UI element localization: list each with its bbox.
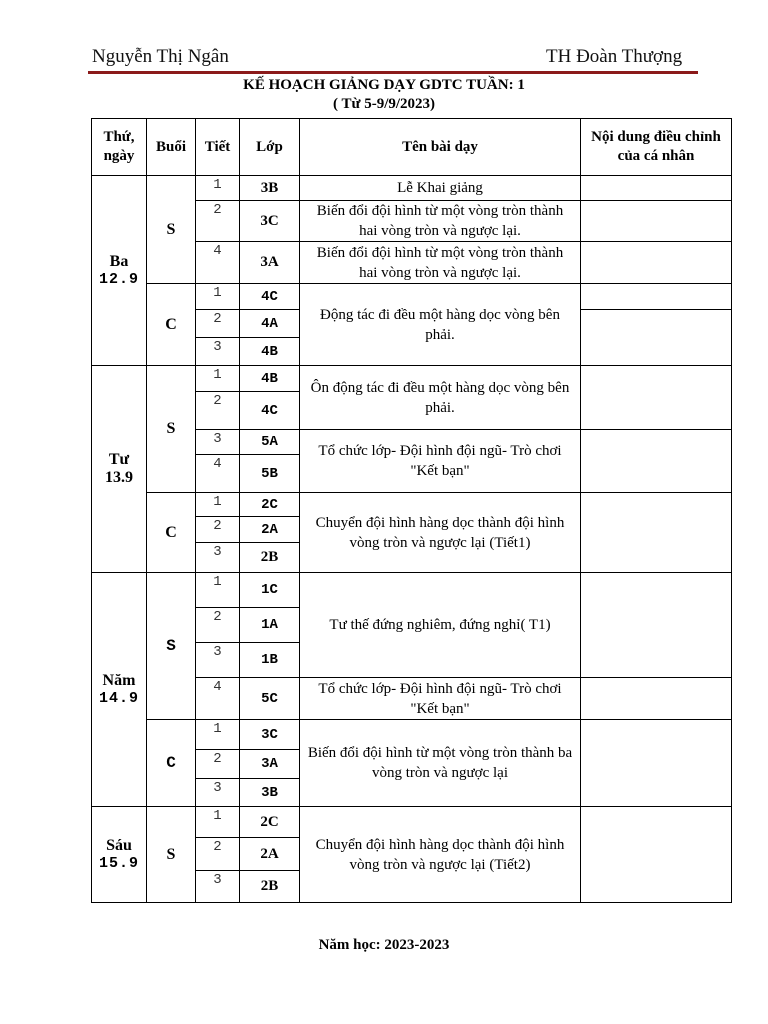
period-cell: 1 (196, 493, 240, 517)
class-cell: 4C (240, 284, 300, 310)
session-cell: S (147, 176, 196, 284)
table-row (92, 284, 732, 310)
table-row (92, 493, 732, 517)
period-cell: 3 (196, 779, 240, 807)
lesson-cell: Tổ chức lớp- Đội hình đội ngũ- Trò chơi "Kết bạn" (300, 430, 581, 493)
class-cell: 4A (240, 310, 300, 338)
class-cell: 3A (240, 750, 300, 779)
class-cell: 2A (240, 838, 300, 871)
period-cell: 3 (196, 871, 240, 903)
adjust-cell (581, 430, 732, 493)
adjust-cell (581, 310, 732, 366)
class-cell: 3A (240, 242, 300, 284)
period-cell: 1 (196, 366, 240, 392)
col-header-lesson: Tên bài dạy (300, 119, 581, 176)
period-cell: 1 (196, 284, 240, 310)
period-cell: 4 (196, 455, 240, 493)
class-cell: 1C (240, 573, 300, 608)
session-cell: S (147, 807, 196, 903)
day-cell-wed (92, 366, 147, 573)
schedule-table (91, 118, 732, 903)
session-cell: S (147, 366, 196, 493)
lesson-cell: Tư thế đứng nghiêm, đứng nghỉ( T1) (300, 573, 581, 678)
lesson-cell: Lễ Khai giảng (300, 176, 581, 201)
period-cell: 4 (196, 678, 240, 720)
period-cell: 2 (196, 392, 240, 430)
col-header-adjust: Nội dung điều chỉnh của cá nhân (581, 119, 732, 176)
day-date: 13.9 (105, 469, 133, 486)
class-cell: 2C (240, 807, 300, 838)
date-range: ( Từ 5-9/9/2023) (332, 96, 436, 112)
class-cell: 4B (240, 366, 300, 392)
day-name: Năm (102, 672, 136, 689)
day-cell-fri (92, 807, 147, 903)
class-cell: 5C (240, 678, 300, 720)
day-name: Tư (108, 451, 130, 468)
lesson-cell: Biến đổi đội hình từ một vòng tròn thành hai vòng tròn và ngược lại. (300, 201, 581, 242)
class-cell: 3B (240, 779, 300, 807)
table-row (92, 720, 732, 750)
period-cell: 2 (196, 838, 240, 871)
table-row (92, 176, 732, 201)
adjust-cell (581, 176, 732, 201)
adjust-cell (581, 201, 732, 242)
class-cell: 4C (240, 392, 300, 430)
col-header-class: Lớp (240, 119, 300, 176)
table-row (92, 573, 732, 608)
class-cell: 5A (240, 430, 300, 455)
document-title: KẾ HOẠCH GIẢNG DẠY GDTC TUẦN: 1 (243, 77, 525, 93)
school-year: Năm học: 2023-2023 (318, 937, 450, 953)
header-divider (88, 71, 698, 74)
period-cell: 1 (196, 176, 240, 201)
col-header-period: Tiết (196, 119, 240, 176)
class-cell: 2B (240, 543, 300, 573)
class-cell: 3B (240, 176, 300, 201)
class-cell: 4B (240, 338, 300, 366)
adjust-cell (581, 493, 732, 573)
table-row (92, 807, 732, 838)
lesson-cell: Biến đổi đội hình từ một vòng tròn thành ba vòng tròn và ngược lại (300, 720, 581, 807)
session-cell: C (147, 720, 196, 807)
school-name: TH Đoàn Thượng (546, 46, 683, 67)
period-cell: 2 (196, 608, 240, 643)
session-cell: C (147, 284, 196, 366)
table-row (92, 366, 732, 392)
adjust-cell (581, 807, 732, 903)
lesson-cell: Tổ chức lớp- Đội hình đội ngũ- Trò chơi "Kết bạn" (300, 678, 581, 720)
adjust-cell (581, 678, 732, 720)
session-cell: S (147, 573, 196, 720)
period-cell: 2 (196, 750, 240, 779)
day-name: Sáu (106, 837, 132, 854)
col-header-day: Thứ, ngày (92, 119, 147, 176)
period-cell: 1 (196, 720, 240, 750)
lesson-cell: Chuyển đội hình hàng dọc thành đội hình vòng tròn và ngược lại (Tiết2) (300, 807, 581, 903)
period-cell: 3 (196, 430, 240, 455)
col-header-session: Buổi (147, 119, 196, 176)
day-cell-thu (92, 573, 147, 807)
class-cell: 2A (240, 517, 300, 543)
period-cell: 1 (196, 573, 240, 608)
class-cell: 1A (240, 608, 300, 643)
class-cell: 3C (240, 201, 300, 242)
lesson-cell: Chuyển đội hình hàng dọc thành đội hình vòng tròn và ngược lại (Tiết1) (300, 493, 581, 573)
teacher-name: Nguyễn Thị Ngân (92, 46, 229, 67)
period-cell: 2 (196, 310, 240, 338)
lesson-cell: Ôn động tác đi đều một hàng dọc vòng bên phải. (300, 366, 581, 430)
class-cell: 3C (240, 720, 300, 750)
period-cell: 3 (196, 543, 240, 573)
period-cell: 2 (196, 517, 240, 543)
day-name: Ba (109, 253, 129, 270)
adjust-cell (581, 284, 732, 310)
session-cell: C (147, 493, 196, 573)
period-cell: 3 (196, 338, 240, 366)
day-date: 12.9 (98, 271, 139, 288)
day-cell-tue (92, 176, 147, 366)
period-cell: 2 (196, 201, 240, 242)
lesson-cell: Động tác đi đều một hàng dọc vòng bên phải. (300, 284, 581, 366)
day-date: 14.9 (98, 690, 139, 707)
period-cell: 4 (196, 242, 240, 284)
class-cell: 1B (240, 643, 300, 678)
period-cell: 3 (196, 643, 240, 678)
adjust-cell (581, 720, 732, 807)
table-header-row (92, 119, 732, 176)
adjust-cell (581, 573, 732, 678)
adjust-cell (581, 242, 732, 284)
day-date: 15.9 (98, 855, 139, 872)
class-cell: 5B (240, 455, 300, 493)
lesson-cell: Biến đổi đội hình từ một vòng tròn thành hai vòng tròn và ngược lại. (300, 242, 581, 284)
class-cell: 2B (240, 871, 300, 903)
class-cell: 2C (240, 493, 300, 517)
period-cell: 1 (196, 807, 240, 838)
adjust-cell (581, 366, 732, 430)
